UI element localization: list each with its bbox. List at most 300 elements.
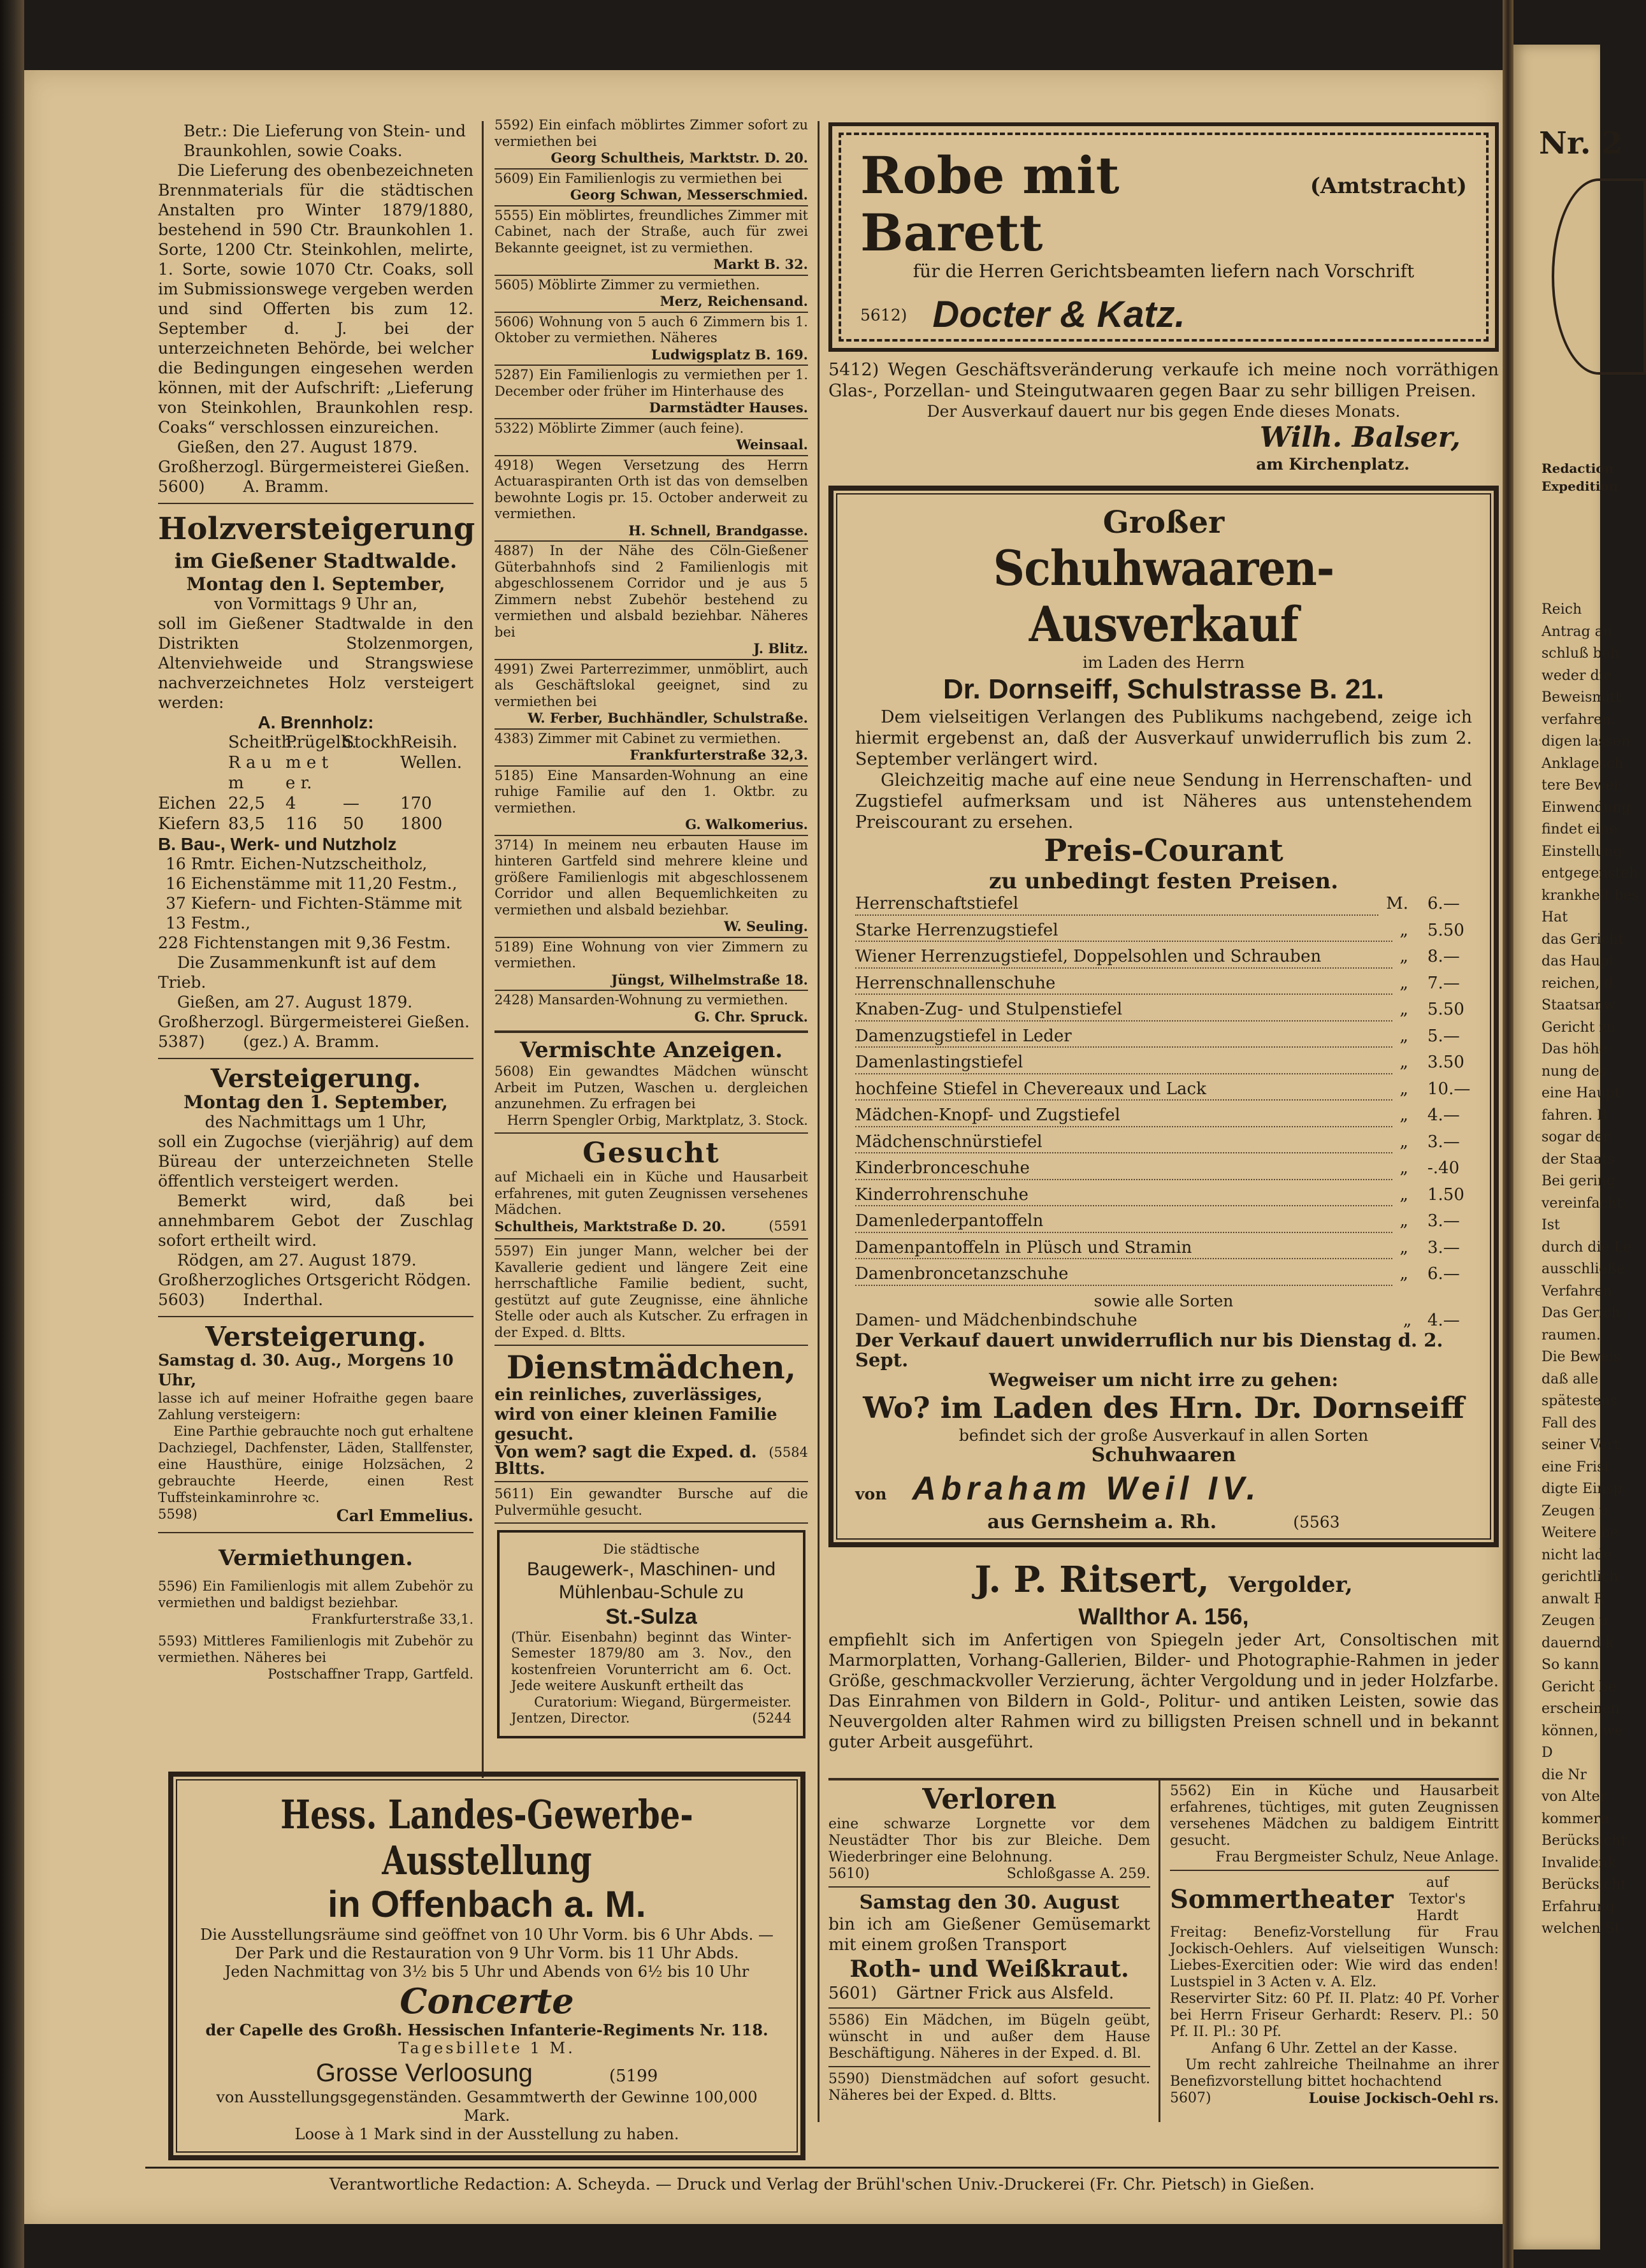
coal-submission-ad (158, 119, 473, 499)
school-body: (Thür. Eisenbahn) beginnt das Winter-Semester 1879/80 am 3. Nov., den kostenfreien Vorunterricht am 6. Oct. Jede weitere Auskunft ertheilt das (511, 1629, 791, 1693)
school-title: Baugewerk-, Maschinen- und Mühlenbau-Schule zu (526, 1558, 776, 1603)
price-item: Damenlastingstiefel (855, 1053, 1392, 1074)
rentals-ad (158, 1542, 473, 1685)
ad-name: A. Bramm. (243, 477, 329, 496)
price-item: Starke Herrenzugstiefel (855, 921, 1392, 943)
ad-number: (5199 (609, 2067, 658, 2086)
price-row (855, 1264, 1472, 1291)
ad-number: 5603) (158, 1290, 205, 1309)
table-cell: — (343, 794, 359, 813)
price-item: Knaben-Zug- und Stulpenstiefel (855, 1000, 1392, 1022)
table-cell: 1800 (400, 814, 443, 834)
separator (495, 1481, 808, 1482)
lost-address: Schloßgasse A. 259. (1006, 1866, 1150, 1882)
column-2 (495, 116, 808, 1738)
separator (828, 2066, 1150, 2067)
ox-title: Versteigerung. (210, 1064, 421, 1094)
next-page-line: Gericht be (1541, 1679, 1617, 1695)
ad-number: 5612) (860, 305, 907, 324)
table-cell: Prügelh. (285, 733, 357, 752)
price-cell (1392, 921, 1472, 948)
robe-title: Robe mit Barett (860, 145, 1120, 263)
theater-signature: Louise Jockisch-Oehl rs. (1308, 2090, 1499, 2107)
wood-date: Montag den l. September, (186, 574, 445, 595)
wood-section-b: B. Bau-, Werk- und Nutzholz (158, 834, 397, 854)
small-ad (495, 275, 808, 312)
balser-address: am Kirchenplatz. (1256, 455, 1410, 473)
next-page-label: Expedition (1541, 479, 1619, 494)
shoe-title-4: Dr. Dornseiff, Schulstrasse B. 21. (942, 674, 1385, 705)
next-page-number: Nr. 2 (1539, 126, 1623, 161)
next-page-line: seiner Vert (1541, 1437, 1620, 1453)
next-page-line: können, we (1541, 1723, 1623, 1739)
wood-auction-ad (158, 508, 473, 1054)
table-cell: 22,5 (228, 794, 265, 813)
exhibition-concerts: Concerte (400, 1981, 574, 2021)
price-unit: „ (1399, 1026, 1408, 1046)
shoe-title-1: Großer (1102, 505, 1225, 540)
ad-text: 5189) Eine Wohnung von vier Zimmern zu vermiethen. (495, 939, 808, 971)
wood-signature: Großherzogl. Bürgermeisterei Gießen. (158, 1013, 470, 1031)
separator (158, 1532, 473, 1533)
separator (158, 503, 473, 504)
ad-number: (5244 (752, 1710, 791, 1726)
next-page-line: der Staats (1541, 1151, 1615, 1167)
table-cell (158, 732, 228, 753)
next-page-line: Einstellung (1541, 843, 1622, 860)
balser-name: Wilh. Balser, (1259, 421, 1461, 454)
ad-signature: W. Ferber, Buchhändler, Schulstraße. (527, 710, 808, 726)
ritsert-body: empfiehlt sich im Anfertigen von Spiegeln jeder Art, Consoltischen mit Marmorplatten, Vorhang-Gallerien, Bilder- und Photographie-Rahmen in jeder Größe, geschmackvoller Verzierung, ächter Vergoldung und in jeder Holzfarbe. Das Einrahmen von Bildern in Gold-, Politur- und antiken Leisten, sowie das Neuvergolden alter Rahmen wird zu billigsten Preisen schnell und in bekannt guter Arbeit ausgeführt. (828, 1631, 1499, 1752)
ad-number: 5610) (828, 1866, 870, 1882)
imprint-footer: Verantwortliche Redaction: A. Scheyda. — Druck und Verlag der Brühl'schen Univ.-Druckerei (Fr. Chr. Pietsch) in Gießen. (145, 2167, 1499, 2193)
next-page-line: Anklagesch (1541, 755, 1624, 772)
price-value: 8.— (1427, 947, 1460, 966)
next-page-line: eine Frist (1541, 1459, 1610, 1475)
ad-signature: Weinsaal. (736, 437, 808, 452)
school-pre: Die städtische (603, 1542, 700, 1557)
price-unit: „ (1403, 1310, 1412, 1330)
wood-item: 16 Rmtr. Eichen-Nutzscheitholz, (166, 855, 428, 873)
table-cell (158, 753, 228, 793)
wood-title: Holzversteigerung (158, 511, 475, 547)
price-unit: „ (1399, 1132, 1408, 1152)
shoe-where: Wo? im Laden des Hrn. Dr. Dornseiff (863, 1390, 1464, 1425)
rental-item: 5593) Mittleres Familienlogis mit Zubehör zu vermiethen. Näheres bei (158, 1633, 473, 1665)
small-ad (495, 312, 808, 365)
ad-text: 5592) Ein einfach möblirtes Zimmer sofort zu vermiethen bei (495, 117, 808, 149)
ox-auction-ad (158, 1063, 473, 1312)
theater-prices: Reservirter Sitz: 60 Pf. II. Platz: 40 Pf. Vorher bei Herrn Friseur Gerhardt: Reserv. Pl.: 50 Pf. II. Pl.: 30 Pf. (1170, 1991, 1499, 2040)
price-cell (1392, 1000, 1472, 1027)
shoe-goods: Schuhwaaren (1091, 1444, 1236, 1466)
ad-text: 5586) Ein Mädchen, im Bügeln geübt, wünscht in und außer dem Hause Beschäftigung. Näheres in der Exped. d. Bl. (828, 2012, 1150, 2062)
price-row (855, 1211, 1472, 1238)
price-cell (1392, 1264, 1472, 1291)
dienst-title: Dienstmädchen, (506, 1348, 797, 1386)
next-page-line: nung des (1541, 1063, 1606, 1080)
ad-signature: W. Seuling. (724, 918, 808, 934)
price-row (855, 947, 1472, 974)
next-page-text (1541, 599, 1639, 1940)
rental-address: Frankfurterstraße 33,1. (312, 1612, 473, 1627)
exhibition-concert-times: Jeden Nachmittag von 3½ bis 5 Uhr und Abends von 6½ bis 10 Uhr (224, 1963, 749, 1981)
lottery-details: von Ausstellungsgegenständen. Gesammtwerth der Gewinne 100,000 Mark. (216, 2088, 758, 2125)
ox-body: soll ein Zugochse (vierjährig) auf dem Büreau der unterzeichneten Stelle öffentlich versteigert werden. (158, 1132, 473, 1190)
school-director: Jentzen, Director. (511, 1710, 630, 1726)
ad-signature: Großherzogl. Bürgermeisterei Gießen. (158, 458, 470, 476)
table-cell: 83,5 (228, 814, 265, 834)
price-unit: „ (1399, 973, 1408, 993)
separator (495, 1238, 808, 1239)
ritsert-address: Wallthor A. 156, (1078, 1603, 1249, 1629)
separator (495, 1522, 808, 1524)
price-row (855, 894, 1472, 921)
next-page-line: Berücksicht (1541, 1877, 1627, 1893)
ad-number: 5601) (828, 1984, 877, 2003)
price-cell (1392, 1132, 1472, 1159)
price-unit: „ (1399, 1106, 1408, 1125)
price-row (855, 1238, 1472, 1265)
cabbage-seller: Gärtner Frick aus Alsfeld. (896, 1984, 1115, 2003)
newspaper-page (24, 70, 1503, 2224)
next-page-line: eine Haupt (1541, 1085, 1621, 1101)
wood-item: 16 Eichenstämme mit 11,20 Festm., (166, 874, 458, 893)
price-value: 5.50 (1427, 1000, 1464, 1019)
next-page-line: tere Bewei (1541, 777, 1619, 793)
building-materials-auction-ad (158, 1321, 473, 1528)
price-item: Wiener Herrenzugstiefel, Doppelsohlen und Schrauben (855, 947, 1392, 969)
price-value: 3.— (1427, 1211, 1460, 1231)
price-item: Mädchen-Knopf- und Zugstiefel (855, 1106, 1392, 1127)
next-page-line: daß alle (1541, 1371, 1599, 1387)
shoe-title-2: Schuhwaaren-Ausverkauf (993, 540, 1334, 653)
next-page-line: gerichtlich (1541, 1569, 1619, 1585)
ad-signature: Merz, Reichensand. (660, 293, 808, 309)
price-item: Damenpantoffeln in Plüsch und Stramin (855, 1238, 1392, 1260)
ad-text: 5605) Möblirte Zimmer zu vermiethen. (495, 277, 760, 293)
price-item: Mädchenschnürstiefel (855, 1132, 1392, 1154)
price-item: Herrenschnallenschuhe (855, 974, 1392, 995)
auction-body: lasse ich auf meiner Hofraithe gegen baare Zahlung versteigern: (158, 1390, 473, 1422)
table-cell: Kiefern (158, 814, 220, 834)
table-cell: m e t e r. (285, 753, 329, 793)
ad-signature: Frankfurterstraße 32,3. (630, 747, 808, 763)
next-page-line: von Alter (1541, 1789, 1607, 1805)
price-value: 10.— (1427, 1079, 1471, 1099)
column-rule (818, 121, 819, 2122)
column-3 (828, 122, 1499, 1755)
small-ad (495, 116, 808, 168)
separator (158, 1316, 473, 1317)
ad-text: 4918) Wegen Versetzung des Herrn Actuaraspiranten Orth ist das von demselben bewohnte Logis pr. 15. October anderweit zu vermiethen. (495, 457, 808, 521)
ox-place-date: Rödgen, am 27. August 1879. (177, 1251, 417, 1269)
price-cell (1392, 1185, 1472, 1212)
ad-number: 5387) (158, 1032, 205, 1051)
ad-name: Inderthal. (243, 1290, 324, 1309)
ad-text: 4383) Zimmer mit Cabinet zu vermiethen. (495, 730, 781, 746)
balser-ad (828, 357, 1499, 477)
robe-firm: Docter & Katz. (932, 294, 1185, 335)
next-page-line: Fall des (1541, 1415, 1597, 1431)
price-unit: „ (1399, 1000, 1408, 1019)
price-item: Damen- und Mädchenbindschuhe (855, 1310, 1137, 1330)
next-page-line: spätestens (1541, 1393, 1617, 1409)
ritsert-name: J. P. Ritsert, (974, 1559, 1209, 1601)
price-row (855, 1159, 1472, 1185)
school-place: St.-Sulza (605, 1604, 697, 1629)
ad-name: (gez.) A. Bramm. (243, 1032, 380, 1051)
balser-text: 5412) Wegen Geschäftsveränderung verkaufe ich meine noch vorräthigen Glas-, Porzellan- und Steingutwaaren gegen Baar zu sehr billigen Preisen. (828, 360, 1499, 401)
shoe-located: befindet sich der große Ausverkauf in allen Sorten (958, 1426, 1369, 1445)
next-page-line: Invalidenk (1541, 1854, 1617, 1871)
ad-text: 5597) Ein junger Mann, welcher bei der Kavallerie gedient und längere Zeit eine herrschaftliche Familie bedient, sucht, gestützt auf gute Zeugnisse, eine ähnliche Stelle oder auch als Kutscher. Zu erfragen in der Exped. d. Bltts. (495, 1243, 808, 1340)
price-value: 1.50 (1427, 1185, 1464, 1204)
cabbage-body: bin ich am Gießener Gemüsemarkt mit einem großen Transport (828, 1915, 1150, 1954)
table-cell: 50 (343, 814, 365, 834)
ad-signature: Schultheis, Marktstraße D. 20. (495, 1218, 726, 1234)
next-page-fragment (1513, 45, 1639, 2250)
next-page-line: weder die (1541, 667, 1612, 684)
price-value: -.40 (1427, 1159, 1460, 1178)
gesucht-title: Gesucht (582, 1137, 720, 1169)
table-cell: Scheith. (228, 733, 298, 752)
price-value: 3.— (1427, 1132, 1460, 1152)
next-page-line: nicht lade (1541, 1547, 1612, 1563)
table-cell: 170 (400, 794, 432, 813)
price-row (855, 1027, 1472, 1053)
price-list (855, 894, 1472, 1291)
next-page-line: anwalt R (1541, 1591, 1605, 1607)
ox-date: Montag den 1. September, (184, 1092, 448, 1113)
table-cell (343, 753, 400, 793)
price-value: 7.— (1427, 973, 1460, 993)
price-row (855, 1106, 1472, 1132)
small-ads-list (495, 116, 808, 1027)
next-page-line: Zeugen u (1541, 1503, 1608, 1519)
column-3-left-bottom (828, 1783, 1150, 2104)
ad-text: 3714) In meinem neu erbauten Hause im hinteren Gartfeld sind mehrere kleine und größere Familienlogis mit abgeschlossenem Corridor und allen Bequemlichkeiten zu vermiethen und alsbald beziehbar. (495, 837, 808, 918)
ad-signature: Frau Bergmeister Schulz, Neue Anlage. (1215, 1849, 1499, 1865)
price-value: 6.— (1427, 894, 1460, 913)
next-page-line: Beweismitt (1541, 690, 1621, 705)
ad-text: auf Michaeli ein in Küche und Hausarbeit erfahrenes, mit guten Zeugnissen versehenes Mädchen. (495, 1169, 808, 1217)
next-page-line: raumen. (1541, 1327, 1601, 1343)
book-gutter (1503, 0, 1513, 2268)
next-page-line: sogar der (1541, 1129, 1610, 1145)
price-unit: „ (1399, 1159, 1408, 1178)
price-value: 5.— (1427, 1026, 1460, 1046)
price-value: 4.— (1427, 1106, 1460, 1125)
ad-number: (5591 (769, 1218, 808, 1234)
ad-text: 5562) Ein in Küche und Hausarbeit erfahrenes, tüchtiges, mit guten Zeugnissen versehenes Mädchen zu baldigem Eintritt gesucht. (1170, 1783, 1499, 1849)
table-cell: Stockh. (343, 733, 407, 752)
theater-location: auf Textor's Hardt (1409, 1875, 1466, 1924)
next-page-line: das Haupt (1541, 953, 1615, 969)
next-page-line: verfahren. (1541, 711, 1616, 728)
small-ad (495, 659, 808, 728)
price-cell (1392, 974, 1472, 1000)
price-row (855, 1132, 1472, 1159)
rentals-title: Vermiethungen. (218, 1545, 414, 1571)
ad-text: 5608) Ein gewandtes Mädchen wünscht Arbeit im Putzen, Waschen u. dergleichen anzunehmen. Zu erfragen bei (495, 1064, 808, 1111)
separator (495, 1132, 808, 1134)
price-row (855, 921, 1472, 948)
exhibition-tickets: Tagesbillete 1 M. (398, 2039, 575, 2057)
dienst-body: ein reinliches, zuverlässiges, wird von einer kleinen Familie gesucht. (495, 1385, 777, 1444)
lottery-title: Grosse Verloosung (315, 2059, 533, 2087)
next-page-line: Das Gerich (1541, 1305, 1621, 1321)
dienst-question: Von wem? sagt die Exped. d. Bltts. (495, 1443, 757, 1478)
price-cell (1392, 1053, 1472, 1080)
next-page-line: Die Beweis (1541, 1349, 1621, 1365)
small-ad (495, 937, 808, 990)
ad-body: Die Lieferung des obenbezeichneten Brennmaterials für die städtischen Anstalten pro Winter 1879/1880, bestehend in 590 Ctr. Braunkohlen 1. Sorte, 1200 Ctr. Steinkohlen, melirte, 1. Sorte, sowie 1070 Ctr. Coaks, soll im Submissionswege vergeben werden und sind Offerten bis zum 12. September d. J. bei der unterzeichneten Behörde, bei welcher die Bedingungen eingesehen werden können, mit der Aufschrift: „Lieferung von Steinkohlen, Braunkohlen resp. Coaks“ verschlossen einzureichen. (158, 161, 473, 437)
small-ad (495, 540, 808, 659)
school-curatorium: Curatorium: Wiegand, Bürgermeister. (534, 1694, 791, 1710)
price-value: 5.50 (1427, 920, 1464, 940)
exhibition-hours: Die Ausstellungsräume sind geöffnet von 10 Uhr Vorm. bis 6 Uhr Abds. — Der Park und die Restauration von 9 Uhr Vorm. bis 11 Uhr Abds. (200, 1926, 774, 1962)
lost-title: Verloren (922, 1783, 1057, 1816)
shoe-von: von (855, 1485, 887, 1503)
wood-item: 228 Fichtenstangen mit 9,36 Festm. (158, 934, 451, 952)
next-page-line: Reich (1541, 602, 1582, 618)
ad-signature: H. Schnell, Brandgasse. (628, 522, 808, 538)
price-unit: „ (1399, 947, 1408, 966)
small-ad (495, 168, 808, 205)
shoe-end: Der Verkauf dauert unwiderruflich nur bis Dienstag d. 2. Sept. (855, 1329, 1443, 1371)
next-page-line: vereinfacht. (1541, 1195, 1627, 1211)
exhibition-title: Hess. Landes-Gewerbe-Ausstellung (280, 1791, 693, 1884)
price-row (855, 1053, 1472, 1080)
price-row (855, 1185, 1472, 1212)
next-page-line: Das höhe (1541, 1041, 1608, 1057)
ad-text: 5287) Ein Familienlogis zu vermiethen per 1. December oder früher im Hinterhause des (495, 367, 808, 399)
ad-signature: Markt B. 32. (713, 256, 808, 272)
next-page-line: ausschließe (1541, 1261, 1626, 1277)
auction-body2: Eine Parthie gebrauchte noch gut erhaltene Dachziegel, Dachfenster, Läden, Stallfenster, eine Hausthüre, einige Holzsächen, 2 gebrauchte Heerde, einen Rest Tuffsteinkaminrohre ꝛc. (158, 1424, 473, 1505)
ad-signature: Jüngst, Wilhelmstraße 18. (611, 971, 808, 988)
ox-time: des Nachmittags um 1 Uhr, (205, 1113, 427, 1131)
misc-ads-title: Vermischte Anzeigen. (519, 1037, 783, 1063)
column-1 (158, 119, 473, 1685)
ad-signature: Darmstädter Hauses. (649, 400, 808, 415)
separator (495, 1030, 808, 1033)
exhibition-place: in Offenbach a. M. (328, 1884, 646, 1925)
auction-date: Samstag d. 30. Aug., Morgens 10 Uhr, (158, 1351, 454, 1389)
next-page-line: welchen St (1541, 1921, 1621, 1937)
price-row (855, 974, 1472, 1000)
ad-number: (5584 (769, 1445, 808, 1460)
wood-subtitle: im Gießener Stadtwalde. (174, 549, 458, 573)
table-cell: 4 (285, 794, 296, 813)
ad-signature: G. Walkomerius. (685, 816, 808, 832)
ad-number: 5600) (158, 477, 205, 496)
price-item: Damenbroncetanzschuhe (855, 1264, 1392, 1286)
column-rule (1159, 1778, 1160, 2122)
theater-body2: Um recht zahlreiche Theilnahme an ihrer Benefizvorstellung bittet hochachtend (1170, 2057, 1499, 2090)
separator (158, 1058, 473, 1059)
small-ad (495, 990, 808, 1027)
price-unit: „ (1399, 920, 1408, 940)
shoe-merchant-origin: aus Gernsheim a. Rh. (987, 1511, 1217, 1533)
ad-text: 4887) In der Nähe des Cöln-Gießener Güterbahnhofs sind 2 Familienlogis mit abgeschlossenem Corridor und je aus 5 Zimmern nebst Zubehör bestehend zu vermiethen und alsbald beziehbar. Näheres bei (495, 543, 808, 640)
next-page-line: Zeugen u (1541, 1613, 1608, 1629)
price-unit: „ (1399, 1264, 1408, 1283)
shoe-title-3: im Laden des Herrn (1082, 653, 1245, 672)
table-cell: 116 (285, 814, 317, 834)
next-page-label: Redaction (1541, 461, 1614, 476)
exhibition-band: der Capelle des Großh. Hessischen Infanterie-Regiments Nr. 118. (205, 2021, 769, 2039)
price-item: Kinderrohrenschuhe (855, 1185, 1392, 1207)
next-page-line: dauernd k (1541, 1635, 1614, 1651)
robe-line: für die Herren Gerichtsbeamten liefern nach Vorschrift (913, 261, 1415, 282)
price-value: 4.— (1427, 1310, 1460, 1330)
next-page-line: Einwendung (1541, 799, 1631, 816)
price-cell (1378, 894, 1472, 921)
table-cell: R a u m (228, 753, 272, 793)
ad-signature: Herrn Spengler Orbig, Marktplatz, 3. Stock. (507, 1112, 808, 1128)
shoe-way: Wegweiser um nicht irre zu gehen: (989, 1369, 1338, 1390)
price-list-title: Preis-Courant (1044, 833, 1283, 869)
next-page-line: Ist (1541, 1217, 1560, 1233)
ad-text: 5590) Dienstmädchen auf sofort gesucht. Näheres bei der Exped. d. Bltts. (828, 2071, 1150, 2104)
price-unit: „ (1399, 1185, 1408, 1204)
column-3-right-bottom (1170, 1783, 1499, 2107)
price-cell (1392, 1159, 1472, 1185)
price-value: 6.— (1427, 1264, 1460, 1283)
price-cell (1392, 1211, 1472, 1238)
next-page-line: Erfahrung (1541, 1898, 1615, 1915)
ritsert-role: Vergolder, (1228, 1572, 1353, 1598)
separator (1170, 1870, 1499, 1871)
next-page-line: durch die Le (1541, 1239, 1632, 1255)
price-cell (1392, 947, 1472, 974)
next-page-line: entgegensteh (1541, 865, 1638, 881)
ad-name: Carl Emmelius. (336, 1506, 473, 1525)
ad-text: 4991) Zwei Parterrezimmer, unmöblirt, auch als Geschäftslokal geeignet, sind zu vermiethen bei (495, 661, 808, 709)
price-cell (1392, 1238, 1472, 1265)
separator (828, 1778, 1499, 1780)
next-page-line: erscheinen (1541, 1701, 1620, 1717)
price-item: hochfeine Stiefel in Chevereaux und Lack (855, 1080, 1392, 1101)
ad-signature: Georg Schwan, Messerschmied. (570, 187, 808, 203)
building-school-ad (497, 1530, 805, 1738)
table-cell: Reisih. (400, 733, 458, 752)
price-item: Damenlederpantoffeln (855, 1211, 1392, 1233)
price-item: Kinderbronceschuhe (855, 1159, 1392, 1180)
price-value: 3.50 (1427, 1053, 1464, 1072)
price-row (855, 1000, 1472, 1027)
ad-number: 5598) (158, 1506, 198, 1522)
ad-text: 5611) Ein gewandter Bursche auf die Pulvermühle gesucht. (495, 1486, 808, 1518)
next-page-line: Antrag au (1541, 623, 1612, 640)
shoe-body: Dem vielseitigen Verlangen des Publikums nachgebend, zeige ich hiermit ergebenst an, daß der Ausverkauf unwiderruflich bis zum 2. September verlängert wird. (855, 707, 1472, 769)
ad-text: 5609) Ein Familienlogis zu vermiethen bei (495, 170, 783, 186)
ad-text: 5555) Ein möblirtes, freundliches Zimmer mit Cabinet, nach der Straße, auch für zwei Bekannte geeignet, ist zu vermiethen. (495, 207, 808, 256)
lost-body: eine schwarze Lorgnette vor dem Neustädter Thor bis zur Bleiche. Dem Wiederbringer eine Belohnung. (828, 1816, 1150, 1865)
shoe-body2: Gleichzeitig mache auf eine neue Sendung in Herrenschaften- und Zugstiefel aufmerksam und ist Näheres aus untenstehendem Preiscourant zu ersehen. (855, 770, 1472, 832)
price-unit: „ (1399, 1053, 1408, 1072)
next-page-line: digen lassen (1541, 733, 1631, 749)
next-page-line: Verfahren (1541, 1283, 1612, 1299)
shoe-sale-ad (828, 486, 1499, 1547)
ad-signature: Ludwigsplatz B. 169. (651, 346, 808, 363)
next-page-line: So kann (1541, 1657, 1599, 1673)
wood-date-signed: Gießen, am 27. August 1879. (177, 993, 413, 1011)
small-ad (495, 205, 808, 275)
ad-text: 5606) Wohnung von 5 auch 6 Zimmern bis 1. Oktober zu vermiethen. Näheres (495, 314, 808, 345)
